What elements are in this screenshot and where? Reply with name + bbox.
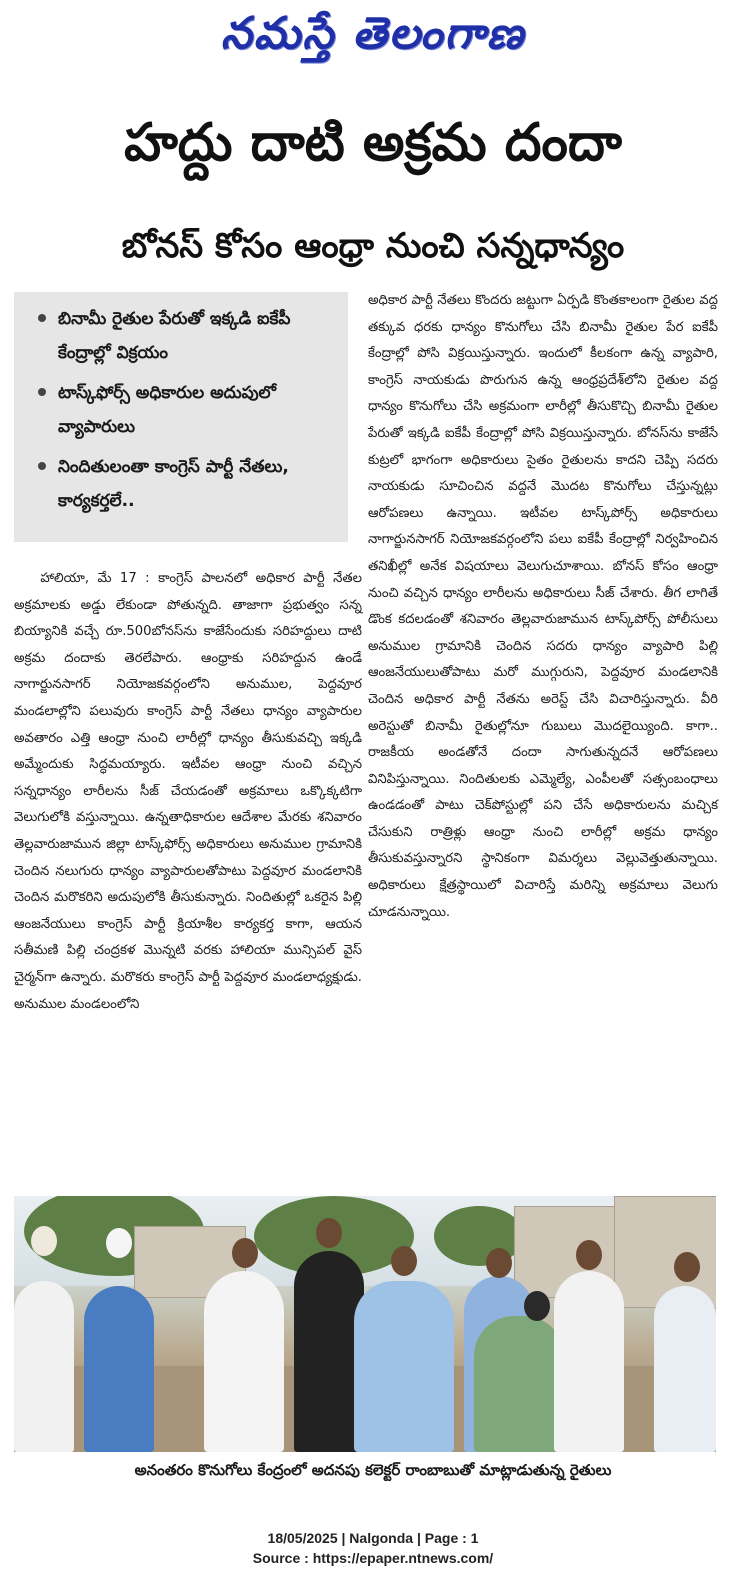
photo-head [524, 1291, 550, 1321]
photo-person [204, 1271, 284, 1452]
photo-head [391, 1246, 417, 1276]
photo-person [14, 1281, 74, 1452]
photo-person [84, 1286, 154, 1452]
highlight-item [34, 376, 338, 444]
photo-head [232, 1238, 258, 1268]
headline: హద్దు దాటి అక్రమ దందా [124, 113, 622, 173]
photo-head [106, 1228, 132, 1258]
highlight-item [34, 302, 338, 370]
highlight-text: టాస్క్‌ఫోర్స్ అధికారుల అదుపులో వ్యాపారులు [58, 383, 277, 437]
footer-source: Source : https://epaper.ntnews.com/ [252, 1550, 494, 1566]
photo-head [576, 1240, 602, 1270]
subheadline: బోనస్ కోసం ఆంధ్రా నుంచి సన్నధాన్యం [121, 226, 625, 266]
bullet-icon [38, 462, 46, 470]
photo-head [674, 1252, 700, 1282]
article-column-right: అధికార పార్టీ నేతలు కొందరు జట్టుగా ఏర్పడి కొంతకాలంగా రైతుల వద్ద తక్కువ ధరకు ధాన్యం కొనుగోలు చేసి బినామీ రైతుల పేర ఐకేపీ కేంద్రాల్లో పోసి విక్రయిస్తున్నారు. ఇందులో కీలకంగా ఉన్న వ్యాపారి, కాంగ్రెస్ నాయకుడు పొరుగున ఉన్న ఆంధ్రప్రదేశ్‌లోని రైతుల వద్ద ధాన్యం కొనుగోలు చేసి అక్రమంగా లారీల్లో తీసుకొచ్చి బినామీ రైతుల పేరుతో ఇక్కడి ఐకేపీ కేంద్రాల్లో పోసి విక్రయిస్తున్నారు. బోనస్‌ను కాజేసే కుట్రలో భాగంగా అధికారులు సైతం రైతులను కాదని చెప్పి సదరు నాయకుడు సూచించిన వద్దనే మొదట కొనుగోలు చేస్తున్నట్లు ఆరోపణలు ఉన్నాయి. ఇటీవల టాస్క్‌పోర్స్ అధికారులు నాగార్జునసాగర్ నియోజకవర్గంలోని పలు ఐకేపీ కేంద్రాల్లో నిర్వహించిన తనిఖీల్లో అనేక విషయాలు వెలుగుచూశాయి. బోనస్ కోసం ఆంధ్రా నుంచి వచ్చిన ధాన్యం లారీలను అధికారులు సీజ్ చేశారు. తీగ లాగితే డొంక కదలడంతో శనివారం తెల్లవారుజామున టాస్క్‌పోర్స్ పోలీసులు అనుముల గ్రామానికి చెందిన సదరు ధాన్యం వ్యాపారి పిల్లి ఆంజనేయులుతోపాటు మరో ముగ్గురుని, పెద్దవూర మండలానికి చెందిన అధికార పార్టీ నేతను అరెస్ట్ చేసి విచారిస్తున్నారు. వీరి అరెస్టుతో బినామీ రైతుల్లోనూ గుబులు మొదలైయ్యింది. కాగా.. రాజకీయ అండతోనే దందా సాగుతున్నదనే ఆరోపణలు వినిపిస్తున్నాయి. నిందితులకు ఎమ్మెల్యే, ఎంపీలతో సత్సంబంధాలు ఉండడంతో పాటు చెక్‌పోస్టుల్లో పని చేసే అధికారులను మచ్చిక చేసుకుని రాత్రిళ్లు ఆంధ్రా నుంచి లారీల్లో అక్రమ ధాన్యం తీసుకువస్తున్నారని స్థానికంగా విమర్శలు వెల్లువెత్తుతున్నాయి. అధికారులు క్షేత్రస్థాయిలో విచారిస్తే మరిన్ని అక్రమాలు వెలుగు చూడనున్నాయి. [368, 293, 718, 920]
highlight-text: బినామీ రైతుల పేరుతో ఇక్కడి ఐకేపీ కేంద్రాల్లో విక్రయం [58, 309, 291, 363]
highlight-text: నిందితులంతా కాంగ్రెస్ పార్టీ నేతలు, కార్యకర్తలే.. [58, 457, 289, 511]
photo-head [31, 1226, 57, 1256]
newspaper-masthead: నమస్తే తెలంగాణ [220, 8, 526, 59]
footer-date-edition: 18/05/2025 | Nalgonda | Page : 1 [267, 1530, 479, 1546]
photo-person [474, 1316, 564, 1452]
article-column-left: హాలియా, మే 17 : కాంగ్రెస్ పాలనలో అధికార పార్టీ నేతల అక్రమాలకు అడ్డు లేకుండా పోతున్నది. తాజాగా ప్రభుత్వం సన్న బియ్యానికి వచ్చే రూ.500బోనస్‌ను కాజేసేందుకు సరిహద్దులు దాటి అక్రమ దందాకు తెరలేపారు. ఆంధ్రాకు సరిహద్దున ఉండే నాగార్జునసాగర్ నియోజకవర్గంలోని అనుముల, పెద్దవూర మండలాల్లోని పలువురు కాంగ్రెస్ పార్టీ నేతలు ధాన్యం వ్యాపారుల అవతారం ఎత్తి ఆంధ్రా నుంచి లారీల్లో ధాన్యం తీసుకువచ్చి ఇక్కడి అమ్మేందుకు సిద్ధమయ్యారు. ఇటీవల ఆంధ్రా నుంచి వచ్చిన సన్నధాన్యం లారీలను సీజ్ చేయడంతో అక్రమాలు ఒక్కొక్కటిగా వెలుగులోకి వస్తున్నాయి. ఉన్నతాధికారుల ఆదేశాల మేరకు శనివారం తెల్లవారుజామున జిల్లా టాస్క్‌ఫోర్స్ అధికారులు అనుముల గ్రామానికి చెందిన నలుగురు ధాన్యం వ్యాపారులతోపాటు పెద్దవూర మండలానికి చెందిన మరొకరిని అదుపులోకి తీసుకున్నారు. నిందితుల్లో ఒకరైన పిల్లి ఆంజనేయులు కాంగ్రెస్ పార్టీ క్రియాశీల కార్యకర్త కాగా, ఆయన సతీమణి పిల్లి చంద్రకళ మొన్నటి వరకు హాలియా మున్సిపల్ వైస్ చైర్మన్‌గా ఉన్నారు. మరొకరు కాంగ్రెస్ పార్టీ పెద్దవూర మండలాధ్యక్షుడు. అనుముల మండలంలోని [14, 571, 362, 1012]
photo-head [316, 1218, 342, 1248]
page-footer [0, 1528, 746, 1568]
bullet-icon [38, 314, 46, 322]
photo-caption: అనంతరం కొనుగోలు కేంద్రంలో అదనపు కలెక్టర్ రాంబాబుతో మాట్లాడుతున్న రైతులు [134, 1461, 612, 1479]
highlights-box [14, 292, 348, 542]
photo-person [654, 1286, 716, 1452]
photo-head [486, 1248, 512, 1278]
highlight-item [34, 450, 338, 518]
news-photo [14, 1196, 716, 1452]
photo-person [354, 1281, 454, 1452]
bullet-icon [38, 388, 46, 396]
photo-person [554, 1271, 624, 1452]
